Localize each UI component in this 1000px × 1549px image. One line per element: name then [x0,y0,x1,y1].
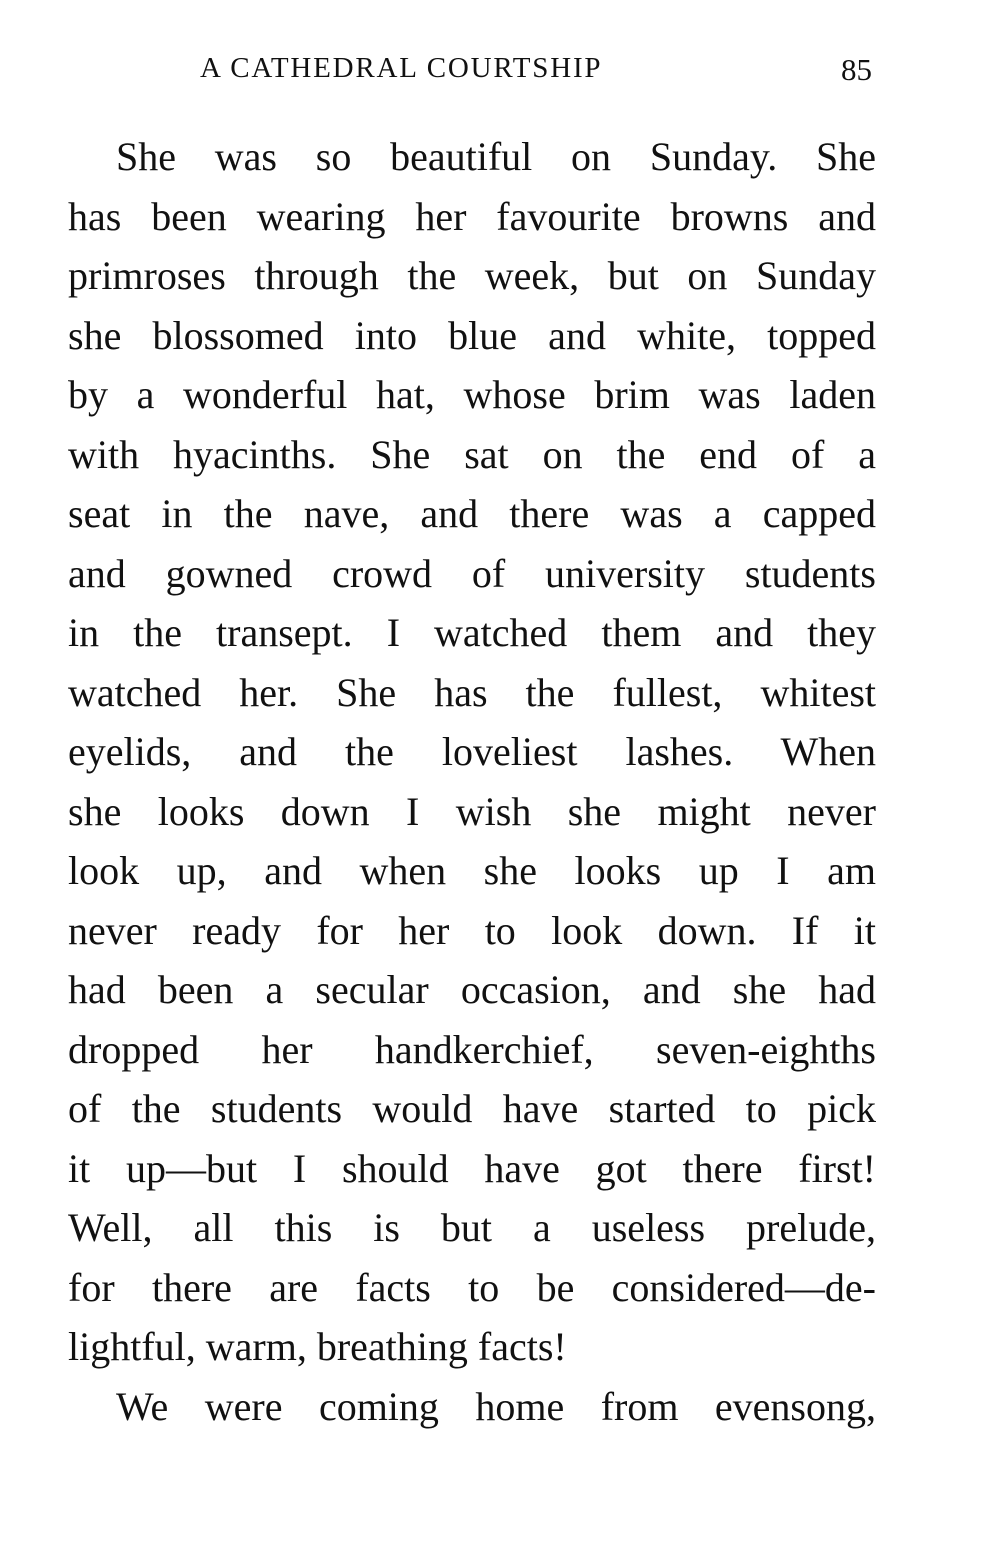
text-line: primroses through the week, but on Sunday [68,253,876,298]
running-title: A CATHEDRAL COURTSHIP [200,52,603,84]
running-head [200,52,872,92]
text-line: She was so beautiful on Sunday. She [116,134,876,179]
text-line: she looks down I wish she might never [68,788,876,834]
text-line: and gowned crowd of university students [68,550,876,596]
text-line: it up—but I should have got there first! [68,1145,876,1191]
text-line: eyelids, and the loveliest lashes. When [68,729,876,774]
text-line: Well, all this is but a useless prelude, [68,1205,876,1250]
text-line: seat in the nave, and there was a capped [68,491,876,536]
text-line: by a wonderful hat, whose brim was laden [68,372,876,417]
text-line: dropped her handkerchief, seven-eighths [68,1026,876,1072]
text-line: never ready for her to look down. If it [68,907,876,953]
text-line: has been wearing her favourite browns and [68,193,876,239]
body-text [68,127,876,1436]
text-line: watched her. She has the fullest, whitest [68,669,876,715]
text-line: look up, and when she looks up I am [68,848,876,893]
page-number: 85 [841,52,872,87]
text-line: of the students would have started to pick [68,1086,876,1131]
text-line: lightful, warm, breathing facts! [68,1324,567,1369]
text-line: she blossomed into blue and white, topped [68,312,876,358]
text-line: had been a secular occasion, and she had [68,967,876,1012]
text-line: with hyacinths. She sat on the end of a [68,431,876,477]
text-line: We were coming home from evensong, [116,1383,876,1429]
text-line: in the transept. I watched them and they [68,610,876,655]
text-line: for there are facts to be considered—de- [68,1264,876,1310]
